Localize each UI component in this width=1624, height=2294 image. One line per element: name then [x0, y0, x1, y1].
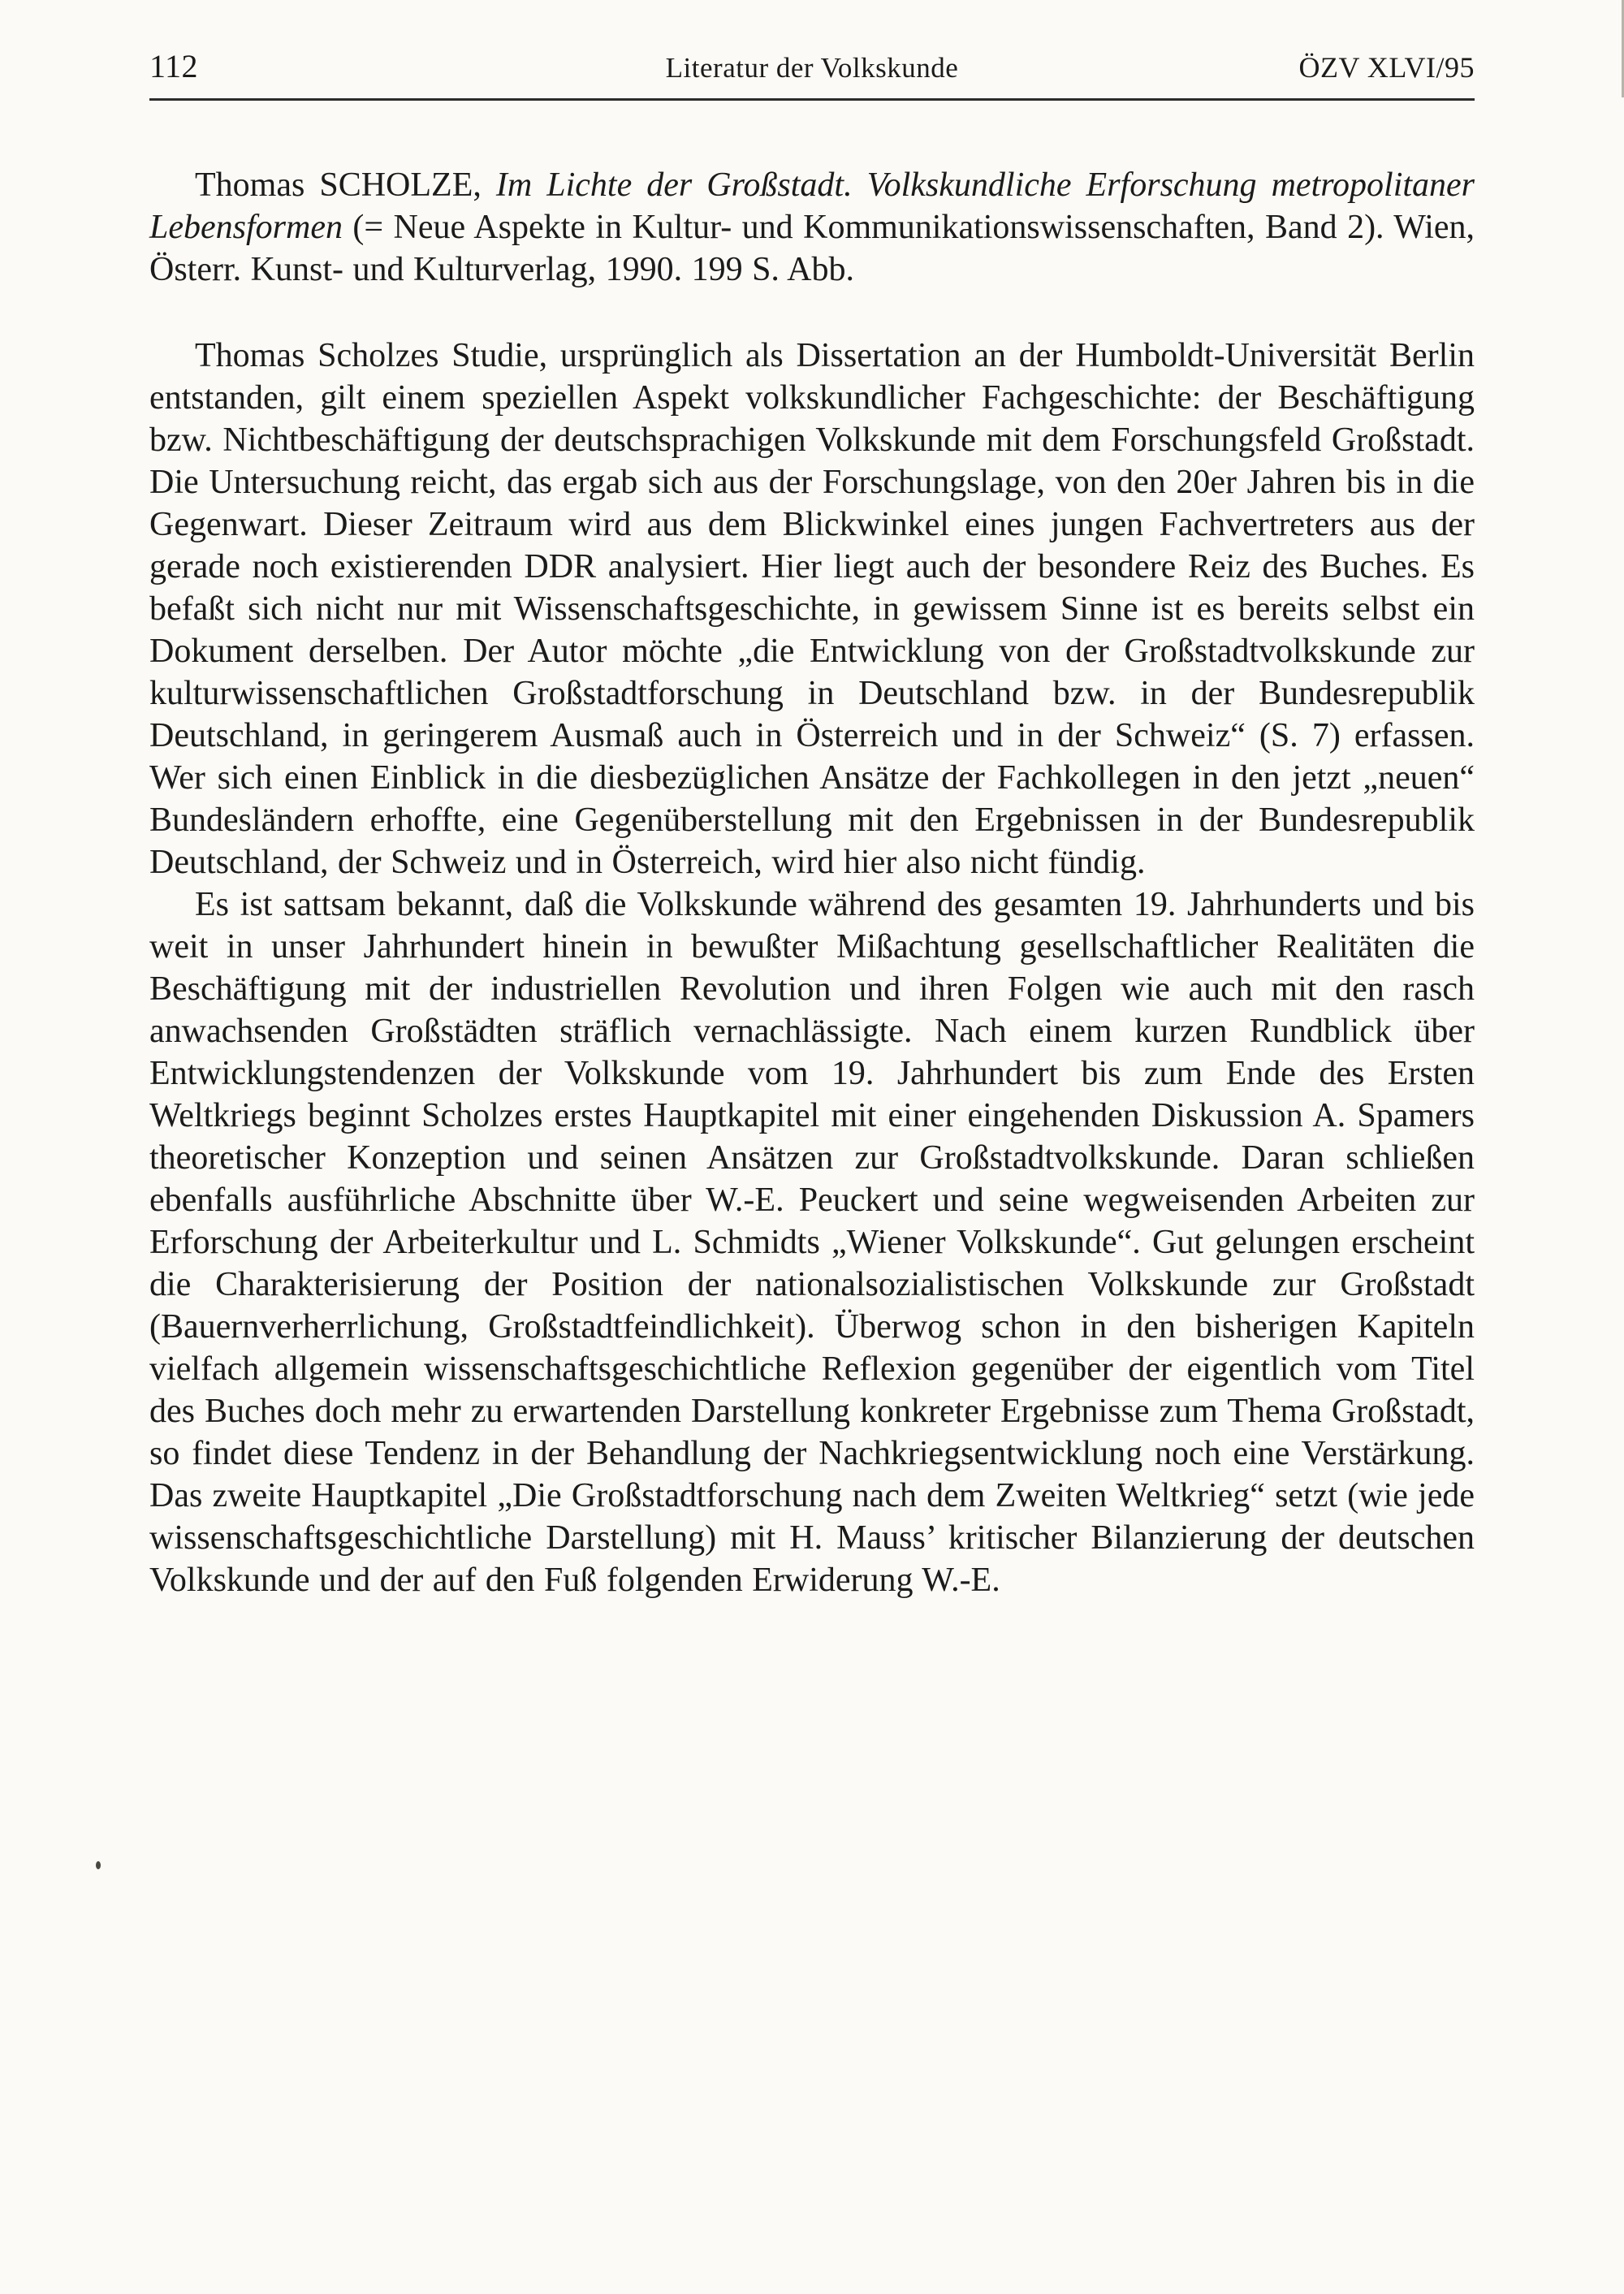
running-title: Literatur der Volkskunde: [665, 52, 959, 84]
citation-publication-details: (= Neue Aspekte in Kultur- und Kommunikationswissenschaften, Band 2). Wien, Österr. Kunst- und Kulturverlag, 1990. 199 S. Abb.: [149, 209, 1475, 288]
review-paragraph: Es ist sattsam bekannt, daß die Volkskunde während des gesamten 19. Jahrhunderts und bis weit in unser Jahrhundert hinein in bewußter Mißachtung gesellschaftlicher Realitäten die Beschäftigung mit der industriellen Revolution und ihren Folgen wie auch mit den rasch anwachsenden Großstädten sträflich vernachlässigte. Nach einem kurzen Rundblick über Entwicklungstendenzen der Volkskunde vom 19. Jahrhundert bis zum Ende des Ersten Weltkriegs beginnt Scholzes erstes Hauptkapitel mit einer eingehenden Diskussion A. Spamers theoretischer Konzeption und seinen Ansätzen zur Großstadtvolkskunde. Daran schließen ebenfalls ausführliche Abschnitte über W.-E. Peuckert und seine wegweisenden Arbeiten zur Erforschung der Arbeiterkultur und L. Schmidts „Wiener Volkskunde“. Gut gelungen erscheint die Charakterisierung der Position der nationalsozialistischen Volkskunde zur Großstadt (Bauernverherrlichung, Großstadtfeindlichkeit). Überwog schon in den bisherigen Kapiteln vielfach allgemein wissenschaftsgeschichtliche Reflexion gegenüber der eigentlich vom Titel des Buches doch mehr zu erwartenden Darstellung konkreter Ergebnisse zum Thema Großstadt, so findet diese Tendenz in der Behandlung der Nachkriegsentwicklung noch eine Verstärkung. Das zweite Hauptkapitel „Die Großstadtforschung nach dem Zweiten Weltkrieg“ setzt (wie jede wissenschaftsgeschichtliche Darstellung) mit H. Mauss’ kritischer Bilanzierung der deutschen Volkskunde und der auf den Fuß folgenden Erwiderung W.-E.: [149, 886, 1475, 1599]
page-header: [149, 47, 1475, 85]
header-rule: [149, 98, 1475, 101]
citation-title: Im Lichte der Großstadt. Volkskundliche Erforschung metropolitaner Lebensformen: [149, 166, 1475, 246]
review-paragraph: Thomas Scholzes Studie, ursprünglich als Dissertation an der Humboldt-Universität Berlin entstanden, gilt einem speziellen Aspekt volkskundlicher Fachgeschichte: der Beschäftigung bzw. Nichtbeschäftigung der deutschsprachigen Volkskunde mit dem Forschungsfeld Großstadt. Die Untersuchung reicht, das ergab sich aus der Forschungslage, von den 20er Jahren bis in die Gegenwart. Dieser Zeitraum wird aus dem Blickwinkel eines jungen Fachvertreters aus der gerade noch existierenden DDR analysiert. Hier liegt auch der besondere Reiz des Buches. Es befaßt sich nicht nur mit Wissenschaftsgeschichte, in gewissem Sinne ist es bereits selbst ein Dokument derselben. Der Autor möchte „die Entwicklung von der Großstadtvolkskunde zur kulturwissenschaftlichen Großstadtforschung in Deutschland bzw. in der Bundesrepublik Deutschland, in geringerem Ausmaß auch in Österreich und in der Schweiz“ (S. 7) erfassen. Wer sich einen Einblick in die diesbezüglichen Ansätze der Fachkollegen in den jetzt „neuen“ Bundesländern erhoffte, eine Gegenüberstellung mit den Ergebnissen in der Bundesrepublik Deutschland, der Schweiz und in Österreich, wird hier also nicht fündig.: [149, 337, 1475, 881]
page-number: 112: [149, 48, 199, 84]
citation-author: Thomas SCHOLZE,: [195, 166, 496, 204]
journal-reference: ÖZV XLVI/95: [1298, 51, 1475, 84]
review-body: [149, 164, 1475, 1601]
scan-artifact: [96, 1861, 101, 1869]
book-citation: [149, 164, 1475, 291]
text-block: [149, 0, 1475, 1601]
